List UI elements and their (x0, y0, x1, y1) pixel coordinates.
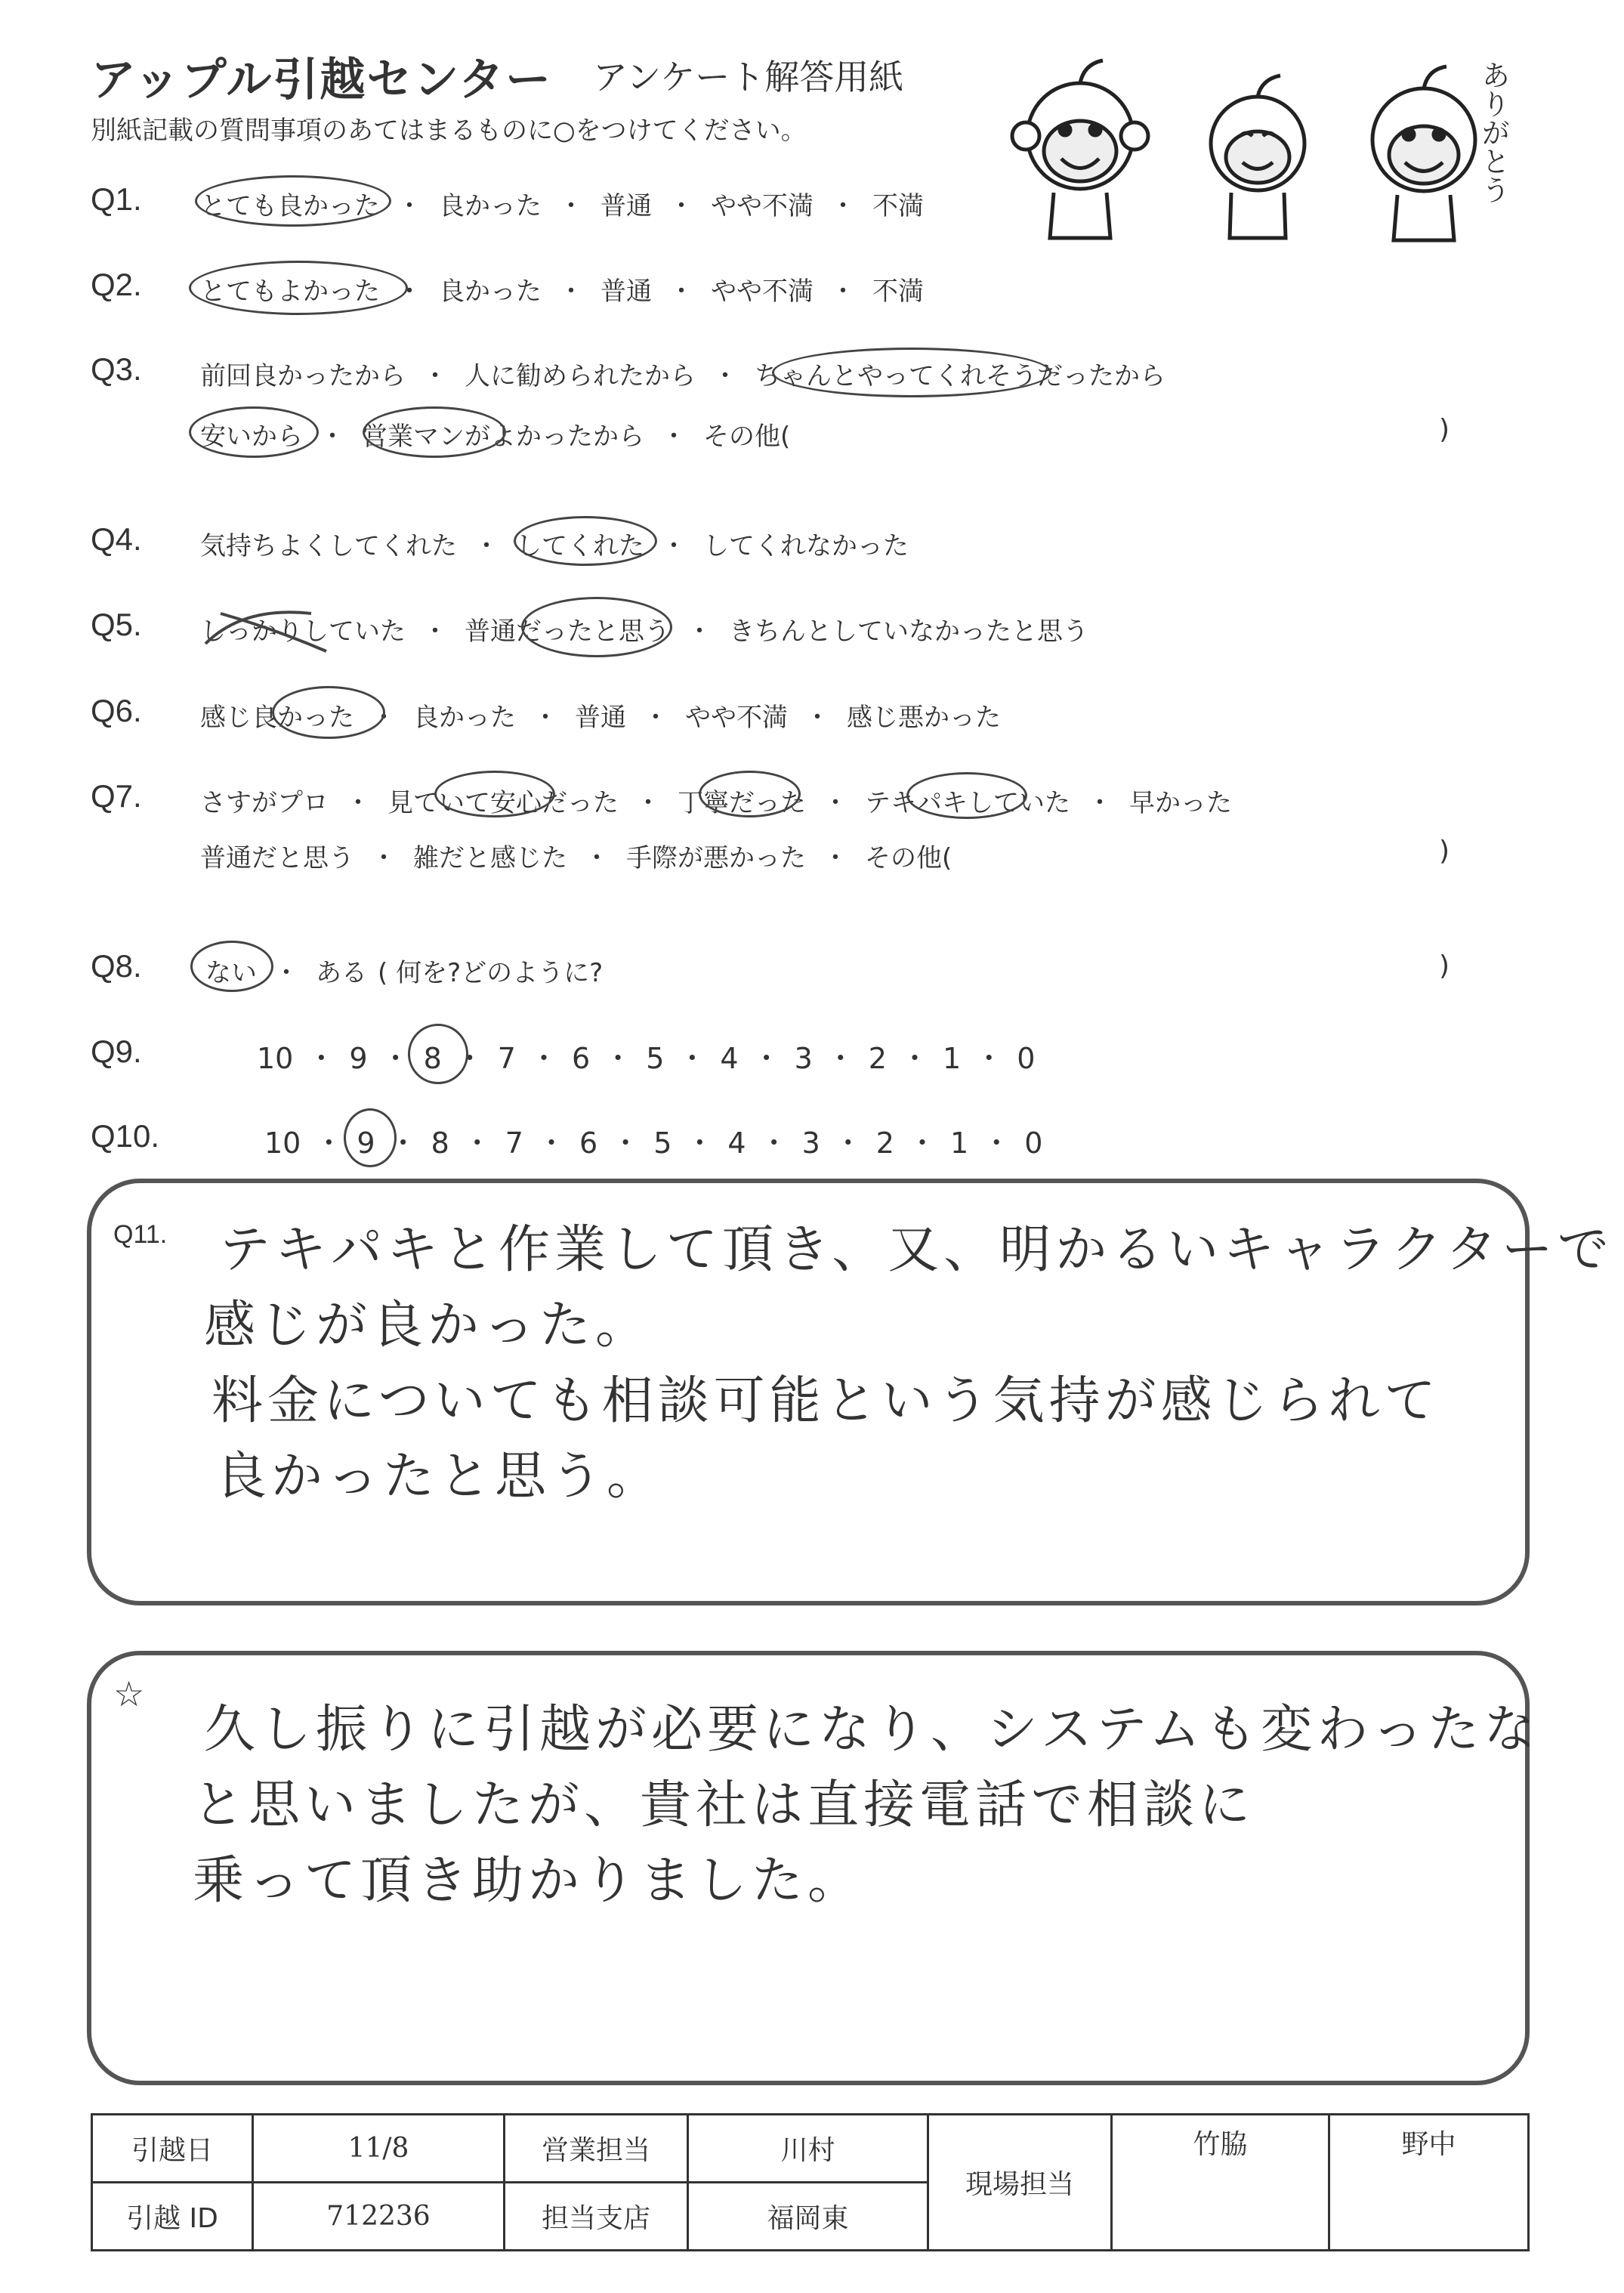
q7-option[interactable]: 手際が悪かった (626, 843, 806, 873)
q10-label: Q10. (91, 1118, 160, 1154)
q1-options: とても良かった ・ 良かった ・ 普通 ・ やや不満 ・ 不満 (200, 191, 924, 221)
q3-label: Q3. (91, 351, 142, 387)
sales-rep-label: 営業担当 (505, 2115, 688, 2183)
q5-crossout-mark (198, 598, 349, 659)
q9-score[interactable]: 9 (349, 1042, 368, 1075)
q9-score[interactable]: 0 (1017, 1042, 1036, 1075)
q11-answer-line: 良かったと思う。 (215, 1447, 663, 1507)
q3-selection-circle (189, 406, 319, 458)
form-subtitle: アンケート解答用紙 (593, 57, 904, 97)
q4-option[interactable]: してくれた (516, 531, 644, 561)
q7-option[interactable]: 丁寧だった (678, 788, 806, 818)
q6-label: Q6. (91, 693, 142, 728)
q5-option[interactable]: 普通だったと思う (465, 617, 670, 647)
q11-answer-line: 感じが良かった。 (204, 1296, 652, 1355)
site-staff-value-2: 野中 (1329, 2115, 1529, 2251)
q10-score[interactable]: 7 (505, 1126, 523, 1160)
q2-selection-circle (189, 261, 408, 315)
q8-close-paren: ) (1439, 950, 1450, 981)
branch-value: 福岡東 (688, 2183, 928, 2251)
q7-selection-circle (906, 772, 1027, 819)
mascot-illustration (990, 45, 1533, 249)
q7-close-paren: ) (1439, 836, 1450, 867)
q10-score[interactable]: 5 (653, 1126, 672, 1160)
q9-score[interactable]: 4 (720, 1042, 739, 1075)
q1-option[interactable]: 普通 (601, 191, 652, 221)
comment-line: 久し振りに引越が必要になり、システムも変わったな (204, 1700, 1540, 1760)
q10-score[interactable]: 6 (579, 1126, 598, 1160)
q7-selection-circle (434, 771, 555, 817)
q8-extra-text: ( 何を?どのように? (378, 958, 604, 988)
q9-scale: 10 ・ 9 ・ 8 ・ 7 ・ 6 ・ 5 ・ 4 ・ 3 ・ 2 ・ 1 ・ 0 (257, 1042, 1036, 1075)
q9-score[interactable]: 7 (497, 1042, 516, 1075)
q10-score[interactable]: 10 (264, 1126, 301, 1160)
q9-score[interactable]: 1 (943, 1042, 962, 1075)
q3-selection-circle (772, 348, 1051, 397)
q11-answer-line: 料金についても相談可能という気持が感じられて (211, 1371, 1440, 1431)
q10-selection-circle (344, 1108, 397, 1167)
brand-title: アップル引越センター (91, 54, 552, 107)
q5-option[interactable]: きちんとしていなかったと思う (729, 617, 1088, 647)
q10-score[interactable]: 1 (950, 1126, 969, 1160)
q8-label: Q8. (91, 948, 142, 984)
q2-options: とてもよかった ・ 良かった ・ 普通 ・ やや不満 ・ 不満 (200, 277, 924, 307)
q9-selection-circle (408, 1024, 468, 1084)
q6-option[interactable]: 感じ悪かった (847, 703, 1001, 733)
q4-label: Q4. (91, 521, 142, 557)
q7-options-line1: さすがプロ ・ 見ていて安心だった ・ 丁寧だった ・ テキパキしていた ・ 早かった (200, 788, 1232, 818)
q9-score[interactable]: 8 (423, 1042, 442, 1075)
instruction-text: 別紙記載の質問事項のあてはまるものに○をつけてください。 (91, 116, 807, 146)
q7-option[interactable]: 雑だと感じた (413, 843, 567, 873)
q2-label: Q2. (91, 267, 142, 302)
q9-label: Q9. (91, 1034, 142, 1069)
q6-option[interactable]: 普通 (575, 703, 626, 733)
star-icon: ☆ (113, 1673, 145, 1714)
q2-option[interactable]: 不満 (872, 277, 924, 307)
q9-score[interactable]: 3 (794, 1042, 813, 1075)
q7-option[interactable]: テキパキしていた (865, 788, 1070, 818)
q6-option[interactable]: 良かった (413, 703, 516, 733)
q3-options-line2: 安いから ・ 営業マンがよかったから ・ その他( (200, 422, 791, 452)
q10-score[interactable]: 3 (801, 1126, 820, 1160)
comment-line: 乗って頂き助かりました。 (193, 1851, 864, 1911)
q6-selection-circle (272, 686, 385, 739)
q4-option[interactable]: してくれなかった (703, 531, 909, 561)
q2-option[interactable]: 良かった (439, 277, 542, 307)
q7-label: Q7. (91, 778, 142, 814)
q4-options: 気持ちよくしてくれた ・ してくれた ・ してくれなかった (200, 531, 909, 561)
q3-selection-circle (363, 406, 506, 458)
q9-score[interactable]: 5 (646, 1042, 665, 1075)
q3-option[interactable]: ちゃんとやってくれそうだったから (755, 361, 1166, 391)
q5-option[interactable]: しっかりしていた (200, 617, 406, 647)
q2-option[interactable]: とてもよかった (200, 277, 380, 307)
q7-option[interactable]: その他( (865, 843, 952, 873)
move-info-table (91, 2113, 1530, 2251)
q6-option[interactable]: やや不満 (685, 703, 788, 733)
q9-score[interactable]: 2 (868, 1042, 887, 1075)
q8-selection-circle (190, 941, 273, 992)
q3-option[interactable]: 営業マンがよかったから (362, 422, 644, 452)
q3-option[interactable]: 安いから (200, 422, 303, 452)
q1-option[interactable]: とても良かった (200, 191, 380, 221)
q10-score[interactable]: 4 (727, 1126, 746, 1160)
q5-options: しっかりしていた ・ 普通だったと思う ・ きちんとしていなかったと思う (200, 617, 1088, 647)
q3-option[interactable]: その他( (703, 422, 791, 452)
q11-answer-line: テキパキと作業して頂き、又、明かるいキャラクターで (219, 1220, 1613, 1280)
q1-label: Q1. (91, 181, 142, 217)
q2-option[interactable]: やや不満 (711, 277, 814, 307)
q7-option[interactable]: さすがプロ (200, 788, 329, 818)
q6-options: 感じ良かった ・ 良かった ・ 普通 ・ やや不満 ・ 感じ悪かった (200, 703, 1001, 733)
q3-option[interactable]: 人に勧められたから (465, 361, 696, 391)
comment-line: と思いましたが、貴社は直接電話で相談に (193, 1775, 1255, 1835)
move-date-value: 11/8 (253, 2115, 505, 2183)
q10-score[interactable]: 2 (875, 1126, 894, 1160)
mascot-thanks-text: ありがとう (1477, 60, 1510, 204)
q10-score[interactable]: 8 (431, 1126, 449, 1160)
move-id-value: 712236 (253, 2183, 505, 2251)
q8-option[interactable]: ない (205, 958, 257, 988)
q7-option[interactable]: 見ていて安心だった (387, 788, 619, 818)
q4-option[interactable]: 気持ちよくしてくれた (200, 531, 457, 561)
sales-rep-value: 川村 (688, 2115, 928, 2183)
site-staff-label: 現場担当 (928, 2115, 1112, 2251)
branch-label: 担当支店 (505, 2183, 688, 2251)
q7-option[interactable]: 早かった (1129, 788, 1232, 818)
q3-option[interactable]: 前回良かったから (200, 361, 406, 391)
q8-options: ない ・ ある ( 何を?どのように? (205, 958, 604, 988)
q1-selection-circle (195, 175, 391, 227)
q5-label: Q5. (91, 607, 142, 642)
q9-score[interactable]: 6 (571, 1042, 591, 1075)
q3-close-paren: ) (1439, 414, 1450, 445)
q11-label: Q11. (113, 1220, 168, 1249)
q4-selection-circle (514, 516, 657, 566)
q2-option[interactable]: 普通 (601, 277, 652, 307)
q1-option[interactable]: やや不満 (711, 191, 814, 221)
q10-score[interactable]: 9 (357, 1126, 375, 1160)
q3-options-line1: 前回良かったから ・ 人に勧められたから ・ ちゃんとやってくれそうだったから (200, 361, 1166, 391)
q7-option[interactable]: 普通だと思う (200, 843, 354, 873)
q7-options-line2: 普通だと思う ・ 雑だと感じた ・ 手際が悪かった ・ その他( (200, 843, 952, 873)
q5-selection-circle (521, 597, 672, 657)
q10-scale: 10 ・ 9 ・ 8 ・ 7 ・ 6 ・ 5 ・ 4 ・ 3 ・ 2 ・ 1 ・ 0 (264, 1126, 1043, 1160)
q7-selection-circle (699, 771, 801, 817)
move-id-label: 引越 ID (92, 2183, 253, 2251)
q8-option[interactable]: ある (316, 958, 367, 988)
q6-option[interactable]: 感じ良かった (200, 703, 354, 733)
q1-option[interactable]: 不満 (872, 191, 924, 221)
move-date-label: 引越日 (92, 2115, 253, 2183)
q1-option[interactable]: 良かった (439, 191, 542, 221)
q10-score[interactable]: 0 (1024, 1126, 1043, 1160)
site-staff-value-1: 竹脇 (1112, 2115, 1329, 2251)
q9-score[interactable]: 10 (257, 1042, 294, 1075)
